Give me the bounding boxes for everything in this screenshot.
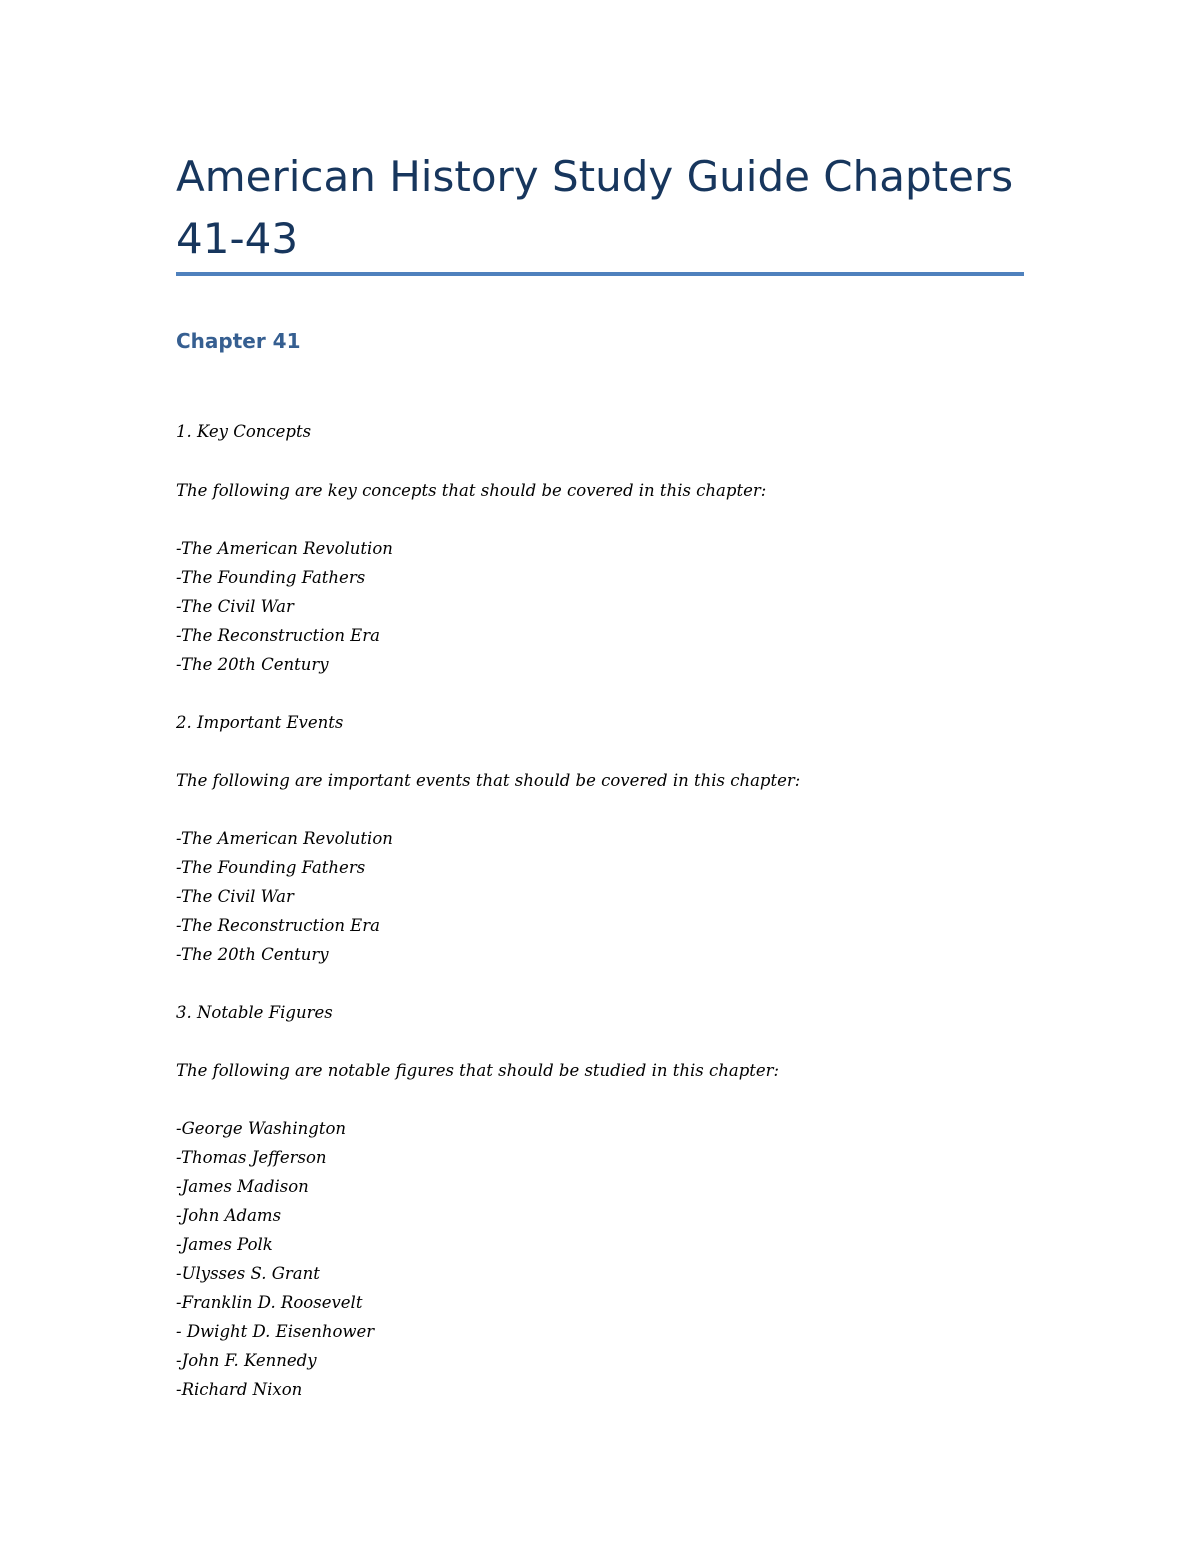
list-item: -John F. Kennedy (176, 1351, 317, 1370)
list-item: -Richard Nixon (176, 1380, 303, 1399)
list-item: - Dwight D. Eisenhower (176, 1322, 375, 1341)
section-intro-important-events: The following are important events that should be covered in this chapter: (176, 771, 801, 790)
list-item: -The Civil War (176, 887, 294, 906)
list-item: -The Founding Fathers (176, 858, 366, 877)
list-item: -The Reconstruction Era (176, 916, 380, 935)
document-title: American History Study Guide Chapters 41-43 (176, 152, 1014, 263)
section-heading-key-concepts: 1. Key Concepts (176, 422, 312, 441)
list-item: -The American Revolution (176, 829, 393, 848)
section-heading-important-events: 2. Important Events (176, 713, 344, 732)
section-intro-key-concepts: The following are key concepts that should be covered in this chapter: (176, 481, 767, 500)
list-item: -The Founding Fathers (176, 568, 366, 587)
list-item: -Thomas Jefferson (176, 1148, 327, 1167)
chapter-heading: Chapter 41 (176, 329, 301, 353)
section-intro-notable-figures: The following are notable figures that should be studied in this chapter: (176, 1061, 780, 1080)
list-item: -The Civil War (176, 597, 294, 616)
list-item: -The Reconstruction Era (176, 626, 380, 645)
list-item: -Ulysses S. Grant (176, 1264, 320, 1283)
list-item: -James Madison (176, 1177, 309, 1196)
section-heading-notable-figures: 3. Notable Figures (176, 1003, 333, 1022)
list-item: -The 20th Century (176, 945, 329, 964)
list-item: -James Polk (176, 1235, 273, 1254)
list-item: -John Adams (176, 1206, 282, 1225)
list-item: -The 20th Century (176, 655, 329, 674)
title-underline (176, 272, 1024, 276)
list-item: -Franklin D. Roosevelt (176, 1293, 363, 1312)
list-item: -George Washington (176, 1119, 347, 1138)
list-item: -The American Revolution (176, 539, 393, 558)
